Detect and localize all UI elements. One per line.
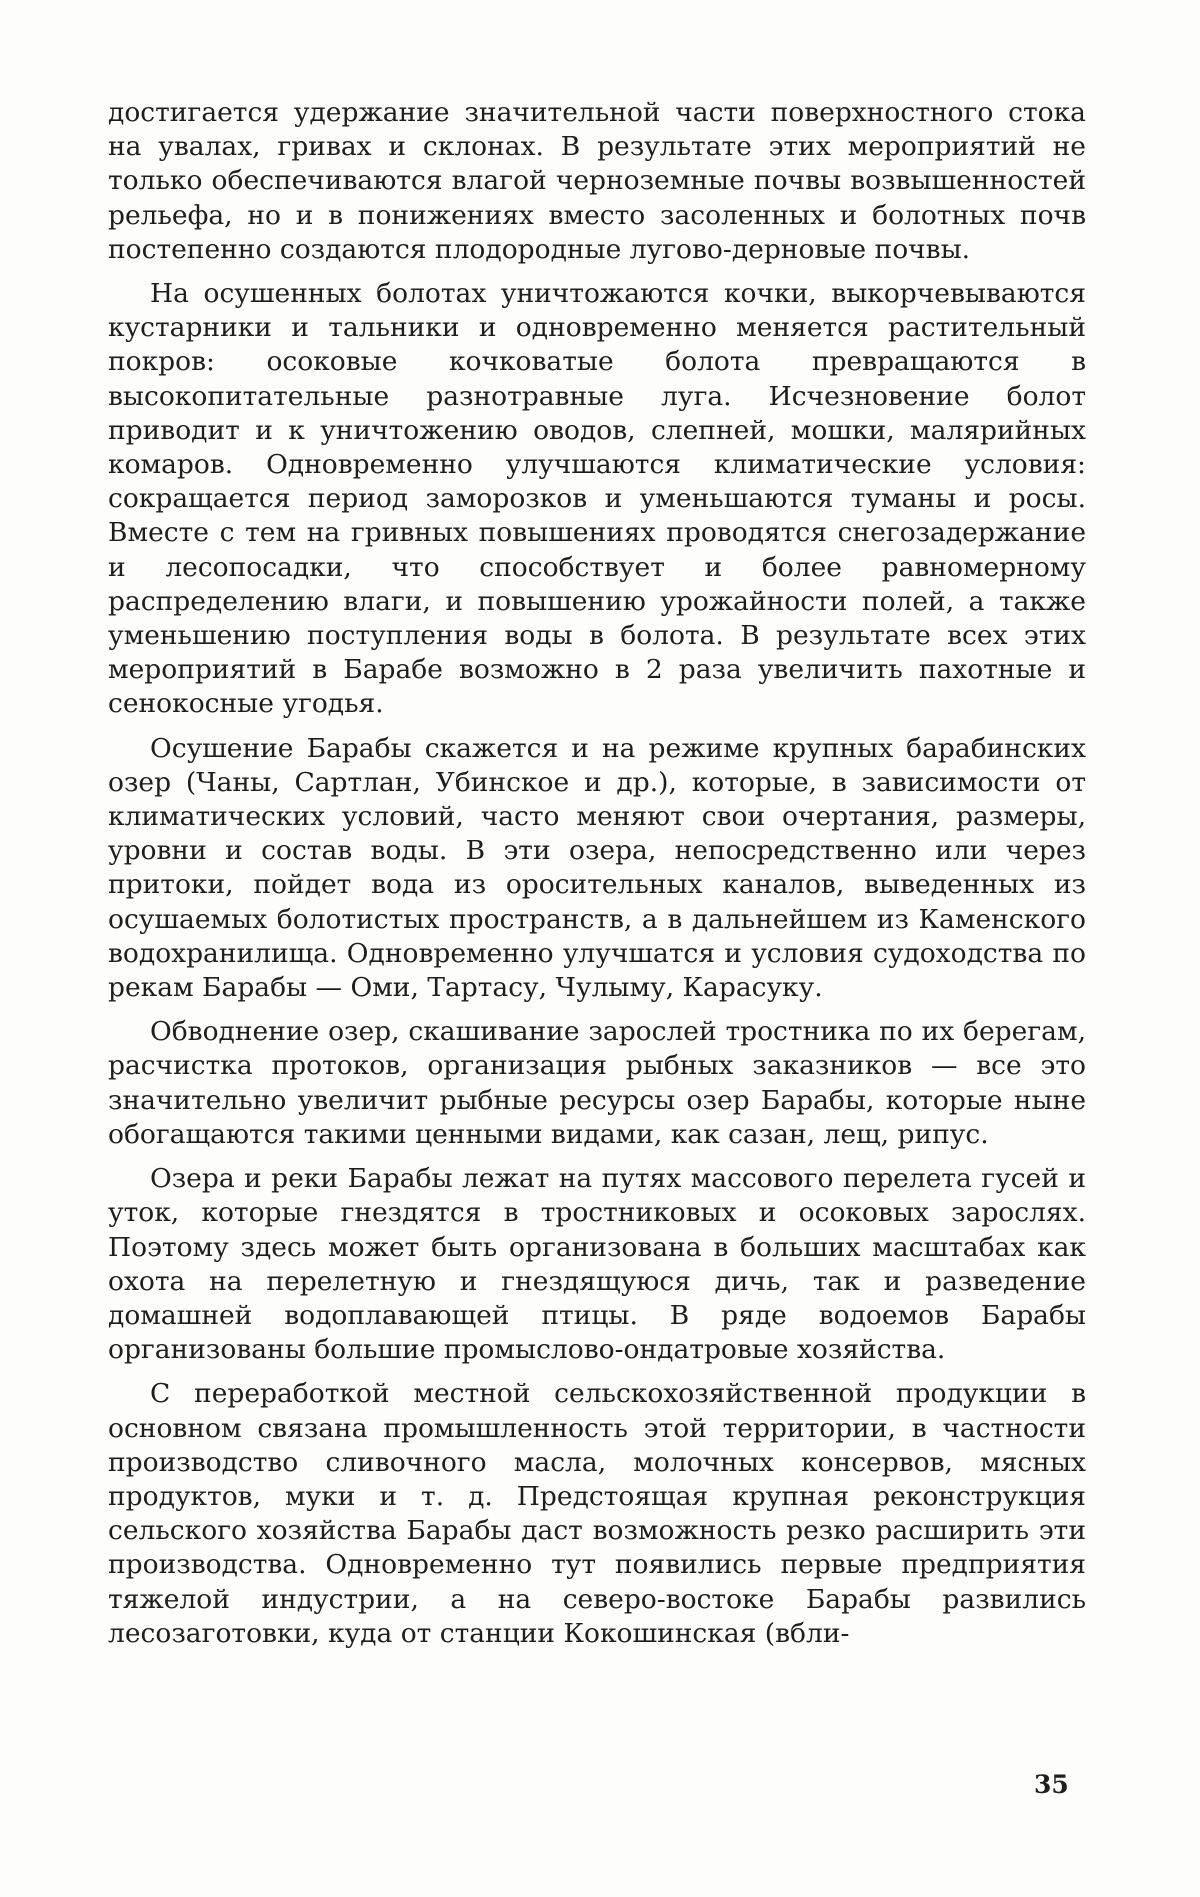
page-number: 35 [1034, 1770, 1069, 1799]
paragraph-5: Озера и реки Барабы лежат на путях массового перелета гусей и уток, которые гнездятся в тростниковых и осоковых зарослях. Поэтому здесь может быть организована в больших масштабах как охота на перелетную и гнездящуюся дичь, так и разведение домашней водоплавающей птицы. В ряде водоемов Барабы организованы большие промыслово-ондатровые хозяйства. [108, 1163, 1086, 1366]
paragraph-2: На осушенных болотах уничтожаются кочки, выкорчевываются кустарники и тальники и одновременно меняется растительный покров: осоковые кочковатые болота превращаются в высокопитательные разнотравные луга. Исчезновение болот приводит и к уничтожению оводов, слепней, мошки, малярийных комаров. Одновременно улучшаются климатические условия: сокращается период заморозков и уменьшаются туманы и росы. Вместе с тем на гривных повышениях проводятся снегозадержание и лесопосадки, что способствует и более равномерному распределению влаги, и повышению урожайности полей, а также уменьшению поступления воды в болота. В результате всех этих мероприятий в Барабе возможно в 2 раза увеличить пахотные и сенокосные угодья. [108, 278, 1086, 720]
paragraph-1: достигается удержание значительной части поверхностного стока на увалах, гривах и склонах. В результате этих мероприятий не только обеспечиваются влагой черноземные почвы возвышенностей рельефа, но и в понижениях вместо засоленных и болотных почв постепенно создаются плодородные лугово-дерновые почвы. [108, 97, 1086, 265]
paragraph-6: С переработкой местной сельскохозяйственной продукции в основном связана промышленность этой территории, в частности производство сливочного масла, молочных консервов, мясных продуктов, муки и т. д. Предстоящая крупная реконструкция сельского хозяйства Барабы даст возможность резко расширить эти производства. Одновременно тут появились первые предприятия тяжелой индустрии, а на северо-востоке Барабы развились лесозаготовки, куда от станции Кокошинская (вбли- [108, 1378, 1086, 1649]
body-text [108, 96, 1086, 1661]
paragraph-3: Осушение Барабы скажется и на режиме крупных барабинских озер (Чаны, Сартлан, Убинское и др.), которые, в зависимости от климатических условий, часто меняют свои очертания, размеры, уровни и состав воды. В эти озера, непосредственно или через притоки, пойдет вода из оросительных каналов, выведенных из осушаемых болотистых пространств, а в дальнейшем из Каменского водохранилища. Одновременно улучшатся и условия судоходства по рекам Барабы — Оми, Тартасу, Чулыму, Карасуку. [108, 732, 1086, 1004]
paragraph-4: Обводнение озер, скашивание зарослей тростника по их берегам, расчистка протоков, организация рыбных заказников — все это значительно увеличит рыбные ресурсы озер Барабы, которые ныне обогащаются такими ценными видами, как сазан, лещ, рипус. [108, 1016, 1086, 1150]
